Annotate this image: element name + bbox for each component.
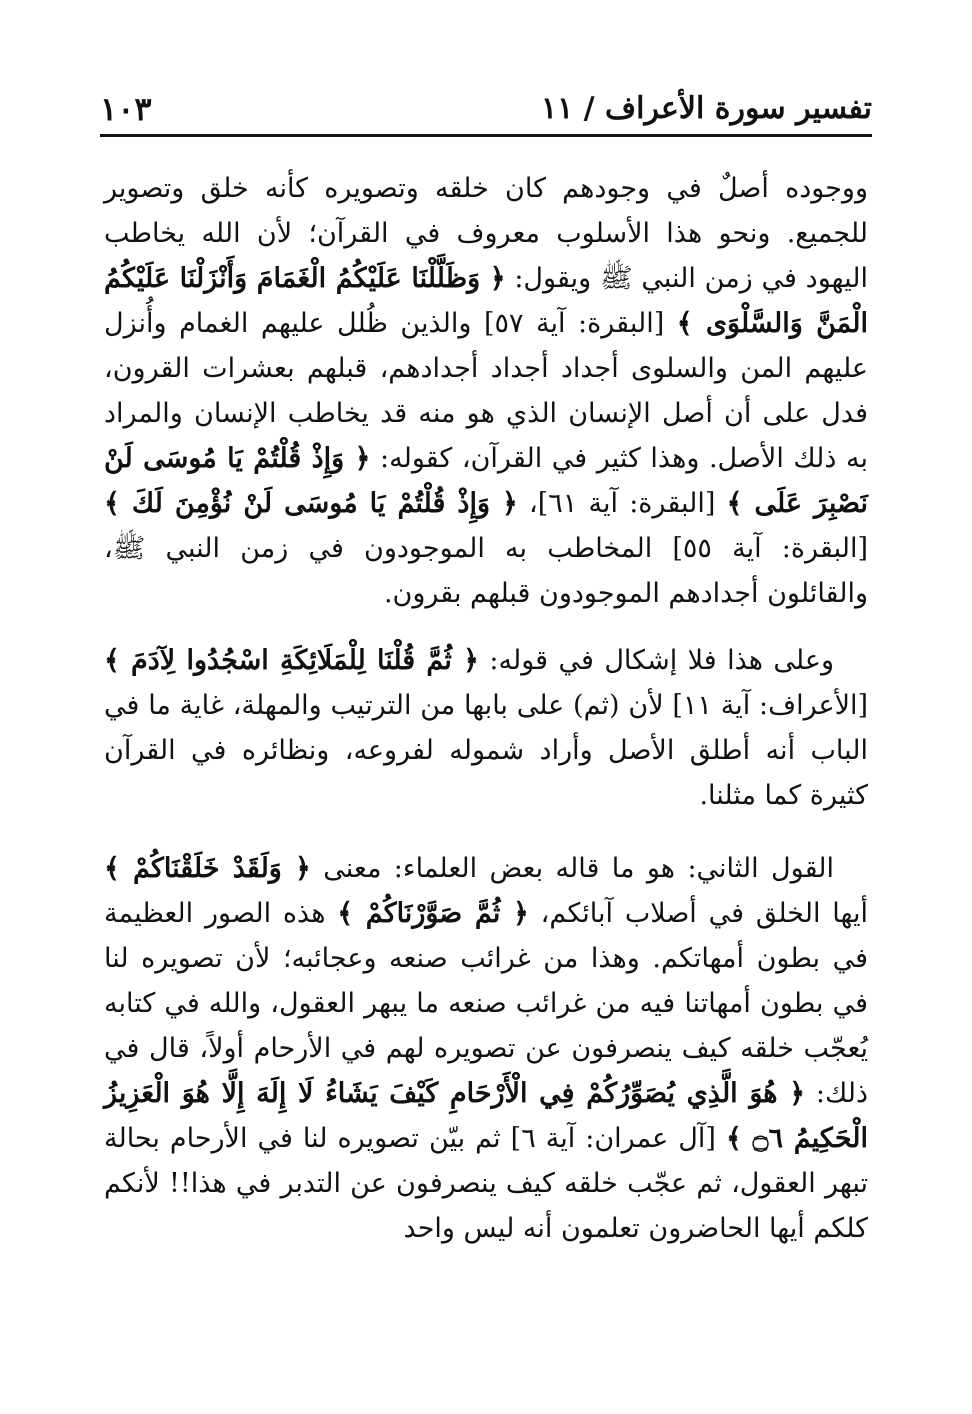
paragraph xyxy=(104,846,868,1251)
page-number: ١٠٣ xyxy=(100,90,152,128)
body-text: ووجوده أصلٌ في وجودهم كان خلقه وتصويره كأنه خلق وتصوير للجميع. ونحو هذا الأسلوب معروف في القرآن؛ لأن الله يخاطب اليهود في زمن النبي ﷺ ويقول: xyxy=(104,173,868,294)
body-text: [البقرة: آية ٥٧] والذين ظُلل عليهم الغمام وأُنزل عليهم المن والسلوى أجداد أجداد أجدادهم، قبلهم بعشرات القرون، فدل على أن أصل الإنسان الذي هو منه قد يخاطب الإنسان والمراد به ذلك الأصل. وهذا كثير في القرآن، كقوله: xyxy=(104,308,868,474)
body-text: وعلى هذا فلا إشكال في قوله: xyxy=(478,645,834,676)
body-text: [البقرة: آية ٦١]، xyxy=(517,488,727,519)
quran-verse: ﴿ وَإِذْ قُلْتُمْ يَا مُوسَى لَنْ نُؤْمِنَ لَكَ ﴾ xyxy=(104,488,518,519)
body-text: أيها الخلق في أصلاب آبائكم، xyxy=(528,898,868,929)
page-body xyxy=(104,166,868,1251)
paragraph xyxy=(104,166,868,616)
body-text: [الأعراف: آية ١١] لأن (ثم) على بابها من الترتيب والمهلة، غاية ما في الباب أنه أطلق الأصل وأراد شموله لفروعه، ونظائره في القرآن كثيرة كما مثلنا. xyxy=(104,690,869,811)
quran-verse: ﴿ وَظَلَّلْنَا عَلَيْكُمُ الْغَمَامَ وَأَنْزَلْنَا عَلَيْكُمُ الْمَنَّ وَالسَّلْوَى ﴾ xyxy=(104,263,868,339)
body-text: القول الثاني: هو ما قاله بعض العلماء: معنى xyxy=(310,853,835,884)
quran-verse: ﴿ وَلَقَدْ خَلَقْنَاكُمْ ﴾ xyxy=(104,853,311,884)
quran-verse: ﴿ وَإِذْ قُلْتُمْ يَا مُوسَى لَنْ نَصْبِرَ عَلَى ﴾ xyxy=(104,443,868,519)
paragraph xyxy=(104,638,868,818)
running-title: تفسير سورة الأعراف / ١١ xyxy=(540,91,872,126)
body-text: هذه الصور العظيمة في بطون أمهاتكم. وهذا من غرائب صنعه وعجائبه؛ لأن تصويره لنا في بطون أمهاتنا فيه من غرائب صنعه ما يبهر العقول، والله في كتابه يُعجّب خلقه كيف ينصرفون عن تصويره لهم في الأرحام أولاً، قال في ذلك: xyxy=(104,898,869,1109)
quran-verse: ﴿ ثُمَّ قُلْنَا لِلْمَلَائِكَةِ اسْجُدُوا لِآدَمَ ﴾ xyxy=(104,645,479,676)
body-text: [البقرة: آية ٥٥] المخاطب به الموجودون في زمن النبي ﷺ، والقائلون أجدادهم الموجودون قبلهم بقرون. xyxy=(104,533,868,609)
quran-verse: ﴿ هُوَ الَّذِي يُصَوِّرُكُمْ فِي الْأَرْحَامِ كَيْفَ يَشَاءُ لَا إِلَهَ إِلَّا هُوَ الْعَزِيزُ الْحَكِيمُ ۝٦ ﴾ xyxy=(104,1078,868,1154)
running-header xyxy=(100,84,872,137)
quran-verse: ﴿ ثُمَّ صَوَّرْنَاكُمْ ﴾ xyxy=(337,898,529,929)
body-text: [آل عمران: آية ٦] ثم بيّن تصويره لنا في الأرحام بحالة تبهر العقول، ثم عجّب خلقه كيف ينصرفون عن التدبر في هذا!! لأنكم كلكم أيها الحاضرون تعلمون أنه ليس واحد xyxy=(104,1123,868,1244)
